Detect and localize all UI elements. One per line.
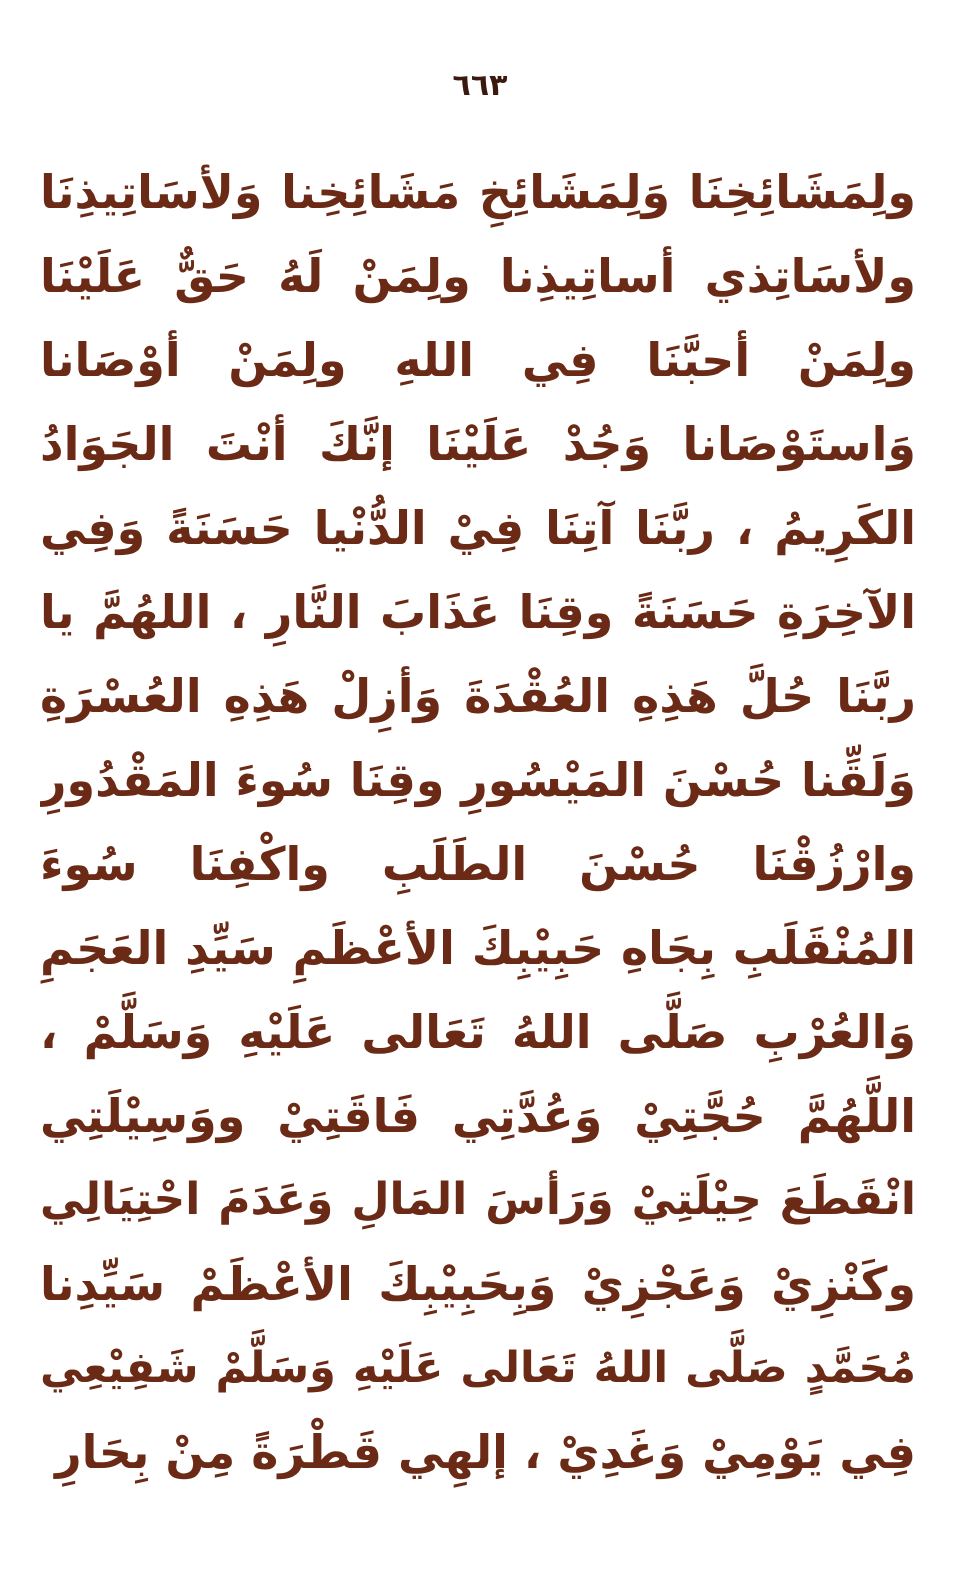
text-line: وَالعُرْبِ صَلَّى اللهُ تَعَالى عَلَيْهِ وَسَلَّمْ ، [40, 1005, 916, 1059]
text-line: وَاستَوْصَانا وَجُدْ عَلَيْنَا إنَّكَ أنْتَ الجَوَادُ [40, 417, 916, 471]
text-line: ولِمَنْ أحبَّنَا فِي اللهِ ولِمَنْ أوْصَانا [40, 333, 916, 387]
text-line: الكَرِيمُ ، ربَّنَا آتِنَا فِيْ الدُّنْيا حَسَنَةً وَفِي [40, 501, 916, 555]
text-line: الآخِرَةِ حَسَنَةً وقِنَا عَذَابَ النَّارِ ، اللهُمَّ يا [40, 585, 916, 639]
text-line: فِي يَوْمِيْ وَغَدِيْ ، إلهِي قَطْرَةً مِنْ بِحَارِ [55, 1425, 916, 1479]
text-line: وَلَقِّنا حُسْنَ المَيْسُورِ وقِنَا سُوءَ المَقْدُورِ [40, 753, 916, 807]
text-line: وكَنْزِيْ وَعَجْزِيْ وَبِحَبِيْبِكَ الأعْظَمْ سَيِّدِنا [40, 1257, 916, 1311]
prayer-text-block [40, 150, 916, 1494]
text-line: ربَّنَا حُلَّ هَذِهِ العُقْدَةَ وَأزِلْ هَذِهِ العُسْرَةِ [40, 669, 916, 723]
text-line: اللَّهُمَّ حُجَّتِيْ وَعُدَّتِي فَاقَتِيْ ووَسِيْلَتِي [40, 1089, 916, 1143]
text-line: ولأسَاتِذي أساتِيذِنا ولِمَنْ لَهُ حَقٌّ عَلَيْنَا [40, 249, 916, 303]
page-number: ٦٦٣ [452, 68, 508, 103]
text-line: انْقَطَعَ حِيْلَتِيْ وَرَأسَ المَالِ وَعَدَمَ احْتِيَالِي [40, 1174, 916, 1225]
text-line: وارْزُقْنَا حُسْنَ الطَلَبِ واكْفِنَا سُوءَ [40, 837, 916, 891]
text-line: المُنْقَلَبِ بِجَاهِ حَبِيْبِكَ الأعْظَمِ سَيِّدِ العَجَمِ [40, 921, 916, 975]
text-line: مُحَمَّدٍ صَلَّى اللهُ تَعَالى عَلَيْهِ وَسَلَّمْ شَفِيْعِي [40, 1343, 916, 1393]
text-line: ولِمَشَائِخِنَا وَلِمَشَائِخِ مَشَائِخِنا وَلأسَاتِيذِنَا [40, 165, 916, 219]
